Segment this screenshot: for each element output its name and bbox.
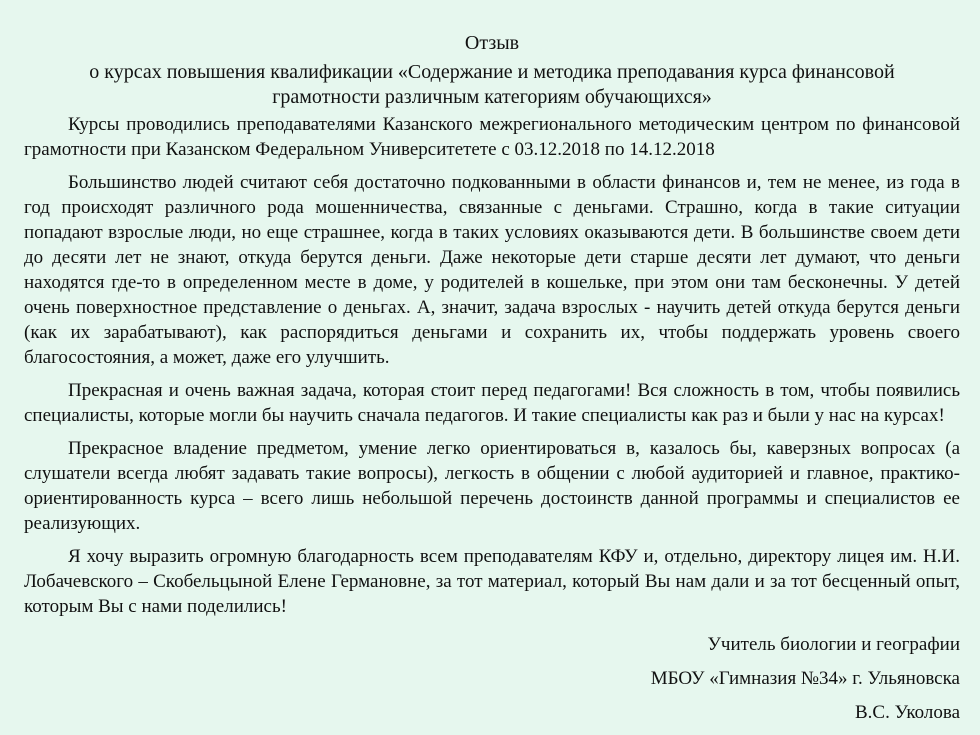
paragraph-financial-literacy: Большинство людей считают себя достаточно подкованными в области финансов и, тем не менее, из года в год происходят различного рода мошенничества, связанные с деньгами. Страшно, когда в такие ситуации попадают взрослые люди, но еще страшнее, когда в таких условиях оказываются дети. В большинстве своем дети до десяти лет не знают, откуда берутся деньги. Даже некоторые дети старше десяти лет думают, что деньги находятся где-то в определенном месте в доме, у родителей в кошельке, при этом они там бесконечны. У детей очень поверхностное представление о деньгах. А, значит, задача взрослых - научить детей откуда берутся деньги (как их зарабатывают), как распорядиться деньгами и сохранить их, чтобы поддержать уровень своего благосостояния, а может, даже его улучшить. (24, 172, 960, 368)
signature-block (651, 628, 960, 730)
signature-position: Учитель биологии и географии (707, 634, 960, 655)
document-subtitle: о курсах повышения квалификации «Содержание и методика преподавания курса финансовой грамотности различным категориям обучающихся» (89, 61, 895, 108)
paragraph-course-info: Курсы проводились преподавателями Казанского межрегионального методическим центром по финансовой грамотности при Казанском Федеральном Университетете с 03.12.2018 по 14.12.2018 (24, 114, 960, 160)
document-title: Отзыв (464, 32, 520, 54)
paragraph-gratitude: Я хочу выразить огромную благодарность всем преподавателям КФУ и, отдельно, директору лицея им. Н.И. Лобачевского – Скобельцыной Елене Германовне, за тот материал, который Вы нам дали и за тот бесценный опыт, которым Вы с нами поделились! (24, 546, 960, 617)
signature-school: МБОУ «Гимназия №34» г. Ульяновска (650, 668, 960, 689)
paragraph-course-merits: Прекрасное владение предметом, умение легко ориентироваться в, казалось бы, каверзных вопросах (а слушатели всегда любят задавать такие вопросы), легкость в общении с любой аудиторией и главное, практико-ориентированность курса – всего лишь небольшой перечень достоинств данной программы и специалистов ее реализующих. (24, 438, 960, 534)
paragraph-important-task: Прекрасная и очень важная задача, которая стоит перед педагогами! Вся сложность в том, чтобы появились специалисты, которые могли бы научить сначала педагогов. И такие специалисты как раз и были у нас на курсах! (24, 380, 960, 426)
signature-name: В.С. Уколова (854, 702, 960, 723)
